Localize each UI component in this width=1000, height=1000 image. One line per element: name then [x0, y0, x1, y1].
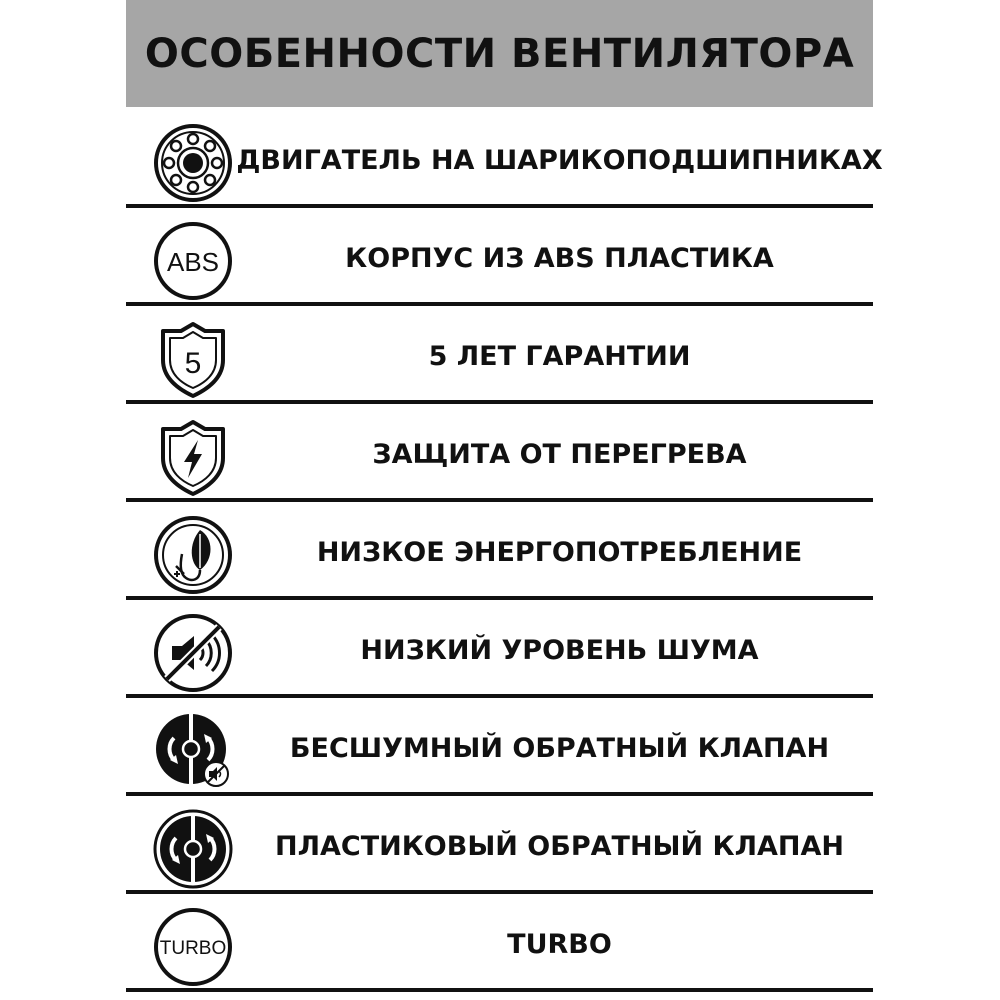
abs-icon-text: ABS [166, 247, 220, 277]
warranty-icon-text: 5 [184, 347, 202, 380]
feature-row-overheat [126, 406, 873, 502]
feature-row-silent-valve [126, 700, 873, 796]
row-divider [126, 988, 873, 992]
feature-label: ПЛАСТИКОВЫЙ ОБРАТНЫЙ КЛАПАН [274, 830, 844, 862]
row-divider [126, 400, 873, 404]
feature-label: КОРПУС ИЗ ABS ПЛАСТИКА [345, 242, 774, 274]
check-valve-icon [152, 808, 234, 890]
muted-speaker-icon [152, 612, 234, 694]
feature-row-turbo [126, 896, 873, 992]
row-divider [126, 204, 873, 208]
feature-row-warranty [126, 308, 873, 404]
feature-row-plastic-valve [126, 798, 873, 894]
lightning-shield-icon [152, 416, 234, 498]
turbo-icon-text: TURBO [159, 938, 227, 959]
row-divider [126, 792, 873, 796]
ball-bearing-icon [152, 122, 234, 204]
title-banner [126, 0, 873, 107]
feature-row-abs [126, 210, 873, 306]
feature-label: 5 ЛЕТ ГАРАНТИИ [428, 340, 691, 372]
row-divider [126, 890, 873, 894]
feature-label: НИЗКИЙ УРОВЕНЬ ШУМА [360, 634, 759, 666]
leaf-plug-icon [152, 514, 234, 596]
row-divider [126, 302, 873, 306]
features-panel [126, 0, 883, 1000]
feature-row-low-energy [126, 504, 873, 600]
silent-check-valve-icon [152, 710, 234, 792]
feature-label: ДВИГАТЕЛЬ НА ШАРИКОПОДШИПНИКАХ [236, 144, 883, 176]
warranty-shield-icon [152, 318, 234, 400]
page-title: ОСОБЕННОСТИ ВЕНТИЛЯТОРА [144, 30, 855, 77]
feature-row-ball-bearing [126, 112, 883, 208]
row-divider [126, 694, 873, 698]
feature-row-low-noise [126, 602, 873, 698]
turbo-badge-icon [152, 906, 234, 988]
row-divider [126, 498, 873, 502]
abs-badge-icon [152, 220, 234, 302]
feature-label: ЗАЩИТА ОТ ПЕРЕГРЕВА [372, 438, 747, 470]
feature-label: TURBO [507, 928, 612, 960]
feature-label: НИЗКОЕ ЭНЕРГОПОТРЕБЛЕНИЕ [316, 536, 803, 568]
feature-label: БЕСШУМНЫЙ ОБРАТНЫЙ КЛАПАН [289, 732, 830, 764]
row-divider [126, 596, 873, 600]
